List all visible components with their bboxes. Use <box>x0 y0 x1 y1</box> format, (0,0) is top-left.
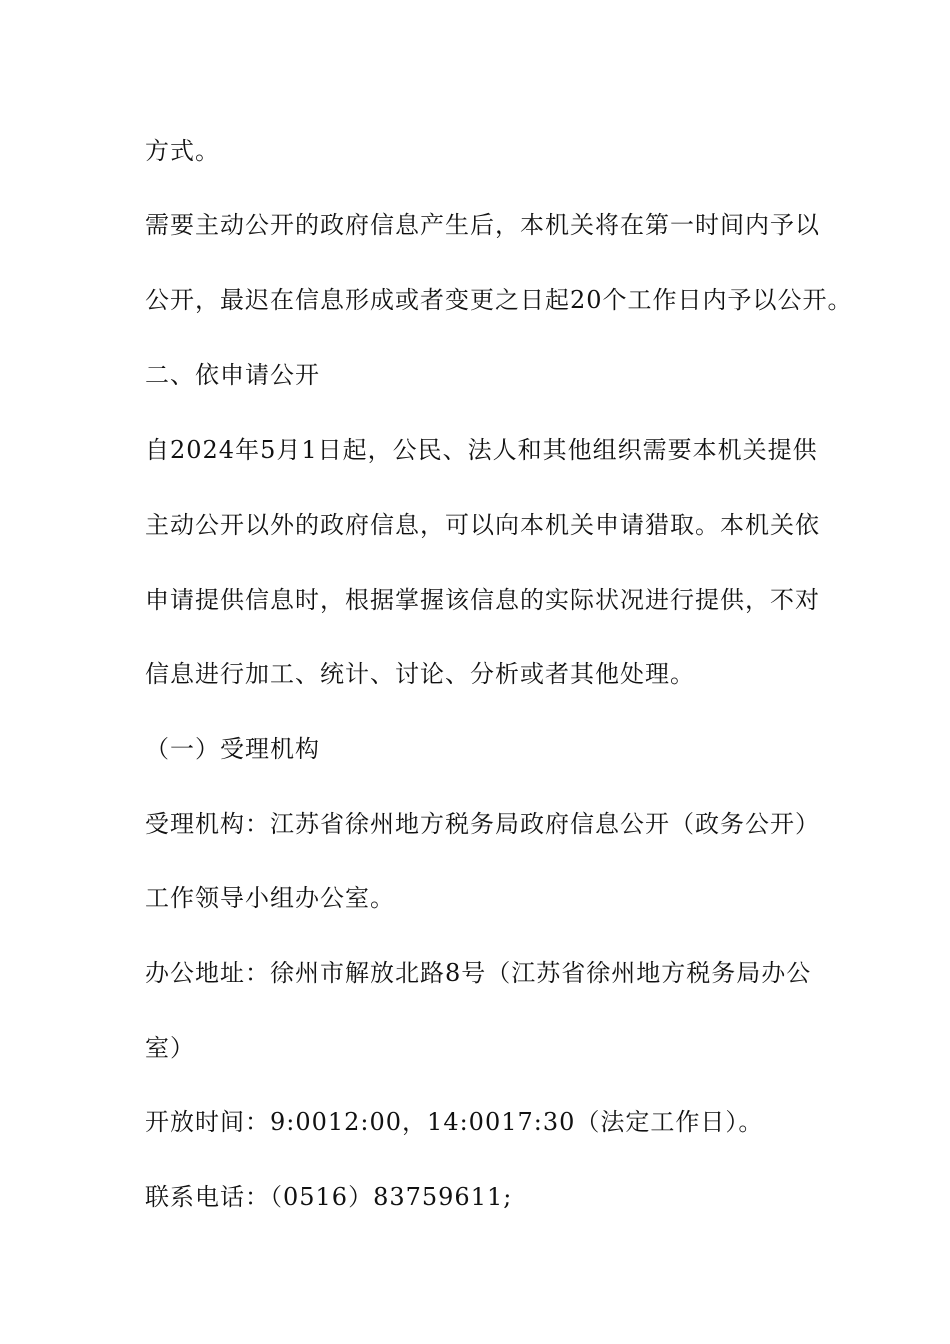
paragraph-line: 工作领导小组办公室。 <box>145 884 395 912</box>
paragraph-line: 开放时间：9:0012:00，14:0017:30（法定工作日）。 <box>145 1108 764 1136</box>
paragraph-line: 方式。 <box>145 137 220 165</box>
paragraph-line: 自2024年5月1日起，公民、法人和其他组织需要本机关提供 <box>145 436 818 464</box>
paragraph-line: 公开，最迟在信息形成或者变更之日起20个工作日内予以公开。 <box>145 286 853 314</box>
paragraph-line: 室） <box>145 1034 195 1062</box>
subsection-heading: （一）受理机构 <box>145 735 320 763</box>
paragraph-line: 办公地址：徐州市解放北路8号（江苏省徐州地方税务局办公 <box>145 959 812 987</box>
paragraph-line: 受理机构：江苏省徐州地方税务局政府信息公开（政务公开） <box>145 810 820 838</box>
paragraph-line: 主动公开以外的政府信息，可以向本机关申请猎取。本机关依 <box>145 511 820 539</box>
section-heading: 二、依申请公开 <box>145 361 320 389</box>
paragraph-line: 信息进行加工、统计、讨论、分析或者其他处理。 <box>145 660 695 688</box>
paragraph-line: 申请提供信息时，根据掌握该信息的实际状况进行提供，不对 <box>145 586 820 614</box>
paragraph-line: 需要主动公开的政府信息产生后，本机关将在第一时间内予以 <box>145 211 820 239</box>
paragraph-line: 联系电话：（0516）83759611; <box>145 1183 513 1211</box>
